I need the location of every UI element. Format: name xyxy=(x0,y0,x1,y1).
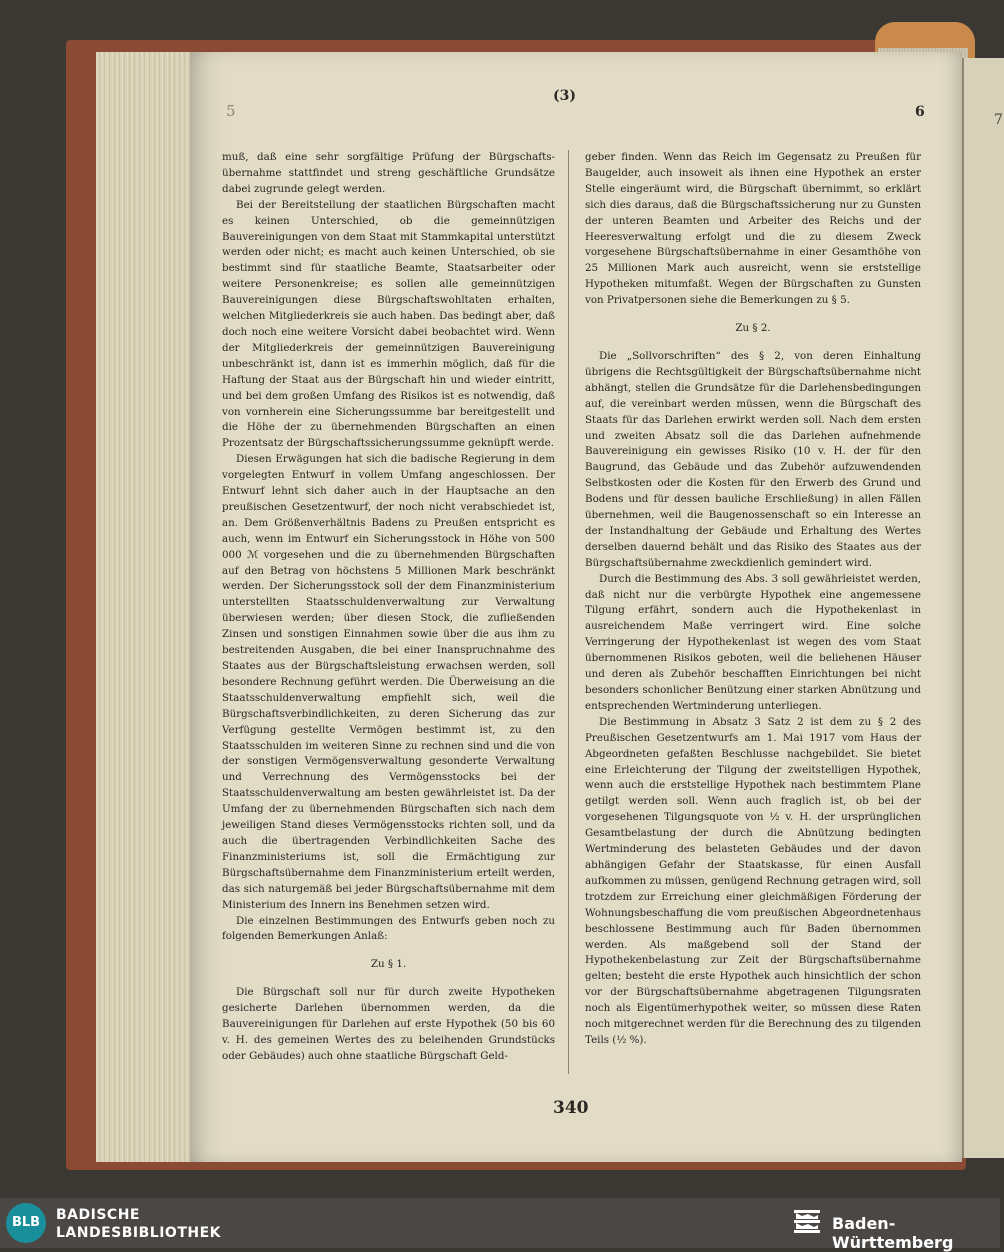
paragraph: Die Bürgschaft soll nur für durch zweite Hypotheken gesicherte Darlehen übernommen werden, da die Bauvereinigungen für Darlehen auf erste Hypothek (50 bis 60 v. H. des gemeinen Wertes des zu beleihenden Grundstücks oder Gebäudes) auch ohne staatliche Bürgschaft Geld- xyxy=(222,986,555,1062)
paragraph: muß, daß eine sehr sorgfältige Prüfung der Bürgschafts-übernahme stattfindet und streng geschäftliche Grundsätze dabei zugrunde gelegt werden. xyxy=(222,151,555,195)
paragraph: Bei der Bereitstellung der staatlichen Bürgschaften macht es keinen Unterschied, ob die gemeinnützigen Bauvereinigungen von dem Staat mit Stammkapital unterstützt werden oder nicht; es macht auch keinen Unterschied, ob sie bestimmt sind für staatliche Beamte, Staatsarbeiter oder weitere Personenkreise; es sollen alle gemeinnützigen Bauvereinigungen diese Bürgschaftswohltaten erhalten, welchen Mitgliederkreis sie auch haben. Das bedingt aber, daß doch noch eine weitere Vorsicht dabei beobachtet wird. Wenn der Mitgliederkreis der gemeinnützigen Bauvereinigung unbeschränkt ist, dann ist es immerhin möglich, daß für die Haftung der Staat aus der Bürgschaft hin und wieder eintritt, und bei dem großen Umfang des Risikos ist es notwendig, daß von vornherein eine Sicherungssumme bar bereitgestellt und die Höhe der zu übernehmenden Bürgschaften an einen Prozentsatz der Bürgschaftssicherungssumme geknüpft werde. xyxy=(222,198,555,450)
left-margin-number: 5 xyxy=(226,102,236,120)
page-number: 340 xyxy=(553,1098,589,1118)
sheet-number: (3) xyxy=(553,88,576,104)
library-name-line1: BADISCHE xyxy=(56,1207,140,1223)
next-page-number: 7 xyxy=(994,112,1003,128)
baden-wuerttemberg-lions-icon xyxy=(792,1206,822,1238)
right-text-column xyxy=(585,150,921,1049)
blb-logo-icon[interactable]: BLB xyxy=(6,1203,46,1243)
paragraph: Die Bestimmung in Absatz 3 Satz 2 ist dem zu § 2 des Preußischen Gesetzentwurfs am 1. Mai 1917 vom Haus der Abgeordneten gefaßten Beschlusse nachgebildet. Sie bietet eine Erleichterung der Tilgung der zweitstelligen Hypothek, wenn auch die erststellige Hypothek nach bestimmtem Plane getilgt werden soll. Wenn auch fraglich ist, ob bei der vorgesehenen Tilgungsquote von ½ v. H. der ursprünglichen Gesamtbelastung der durch die Abnützung bedingten Wertminderung des belasteten Gebäudes und der davon abhängigen Gefahr der Staatskasse, für einen Ausfall aufkommen zu müssen, genügend Rechnung getragen wird, soll trotzdem zur Erreichung einer gleichmäßigen Förderung der Wohnungsbeschaffung die vom preußischen Abgeordnetenhaus beschlossene Bestimmung auch für Baden übernommen werden. Als maßgebend soll der Stand der Hypothekenbelastung zur Zeit der Bürgschaftsübernahme gelten; besteht die erste Hypothek auch hinsichtlich der schon vor der Bürgschaftsübernahme abgetragenen Tilgungsraten noch als Eigentümerhypothek weiter, so müssen diese Raten noch mitgerechnet werden für die Berechnung des zu tilgenden Teils (½ %). xyxy=(585,715,921,1046)
library-name[interactable] xyxy=(56,1206,221,1242)
paragraph: Diesen Erwägungen hat sich die badische Regierung in dem vorgelegten Entwurf in vollem Umfang angeschlossen. Der Entwurf lehnt sich daher auch in der Hauptsache an den preußischen Gesetzentwurf, der noch nicht verabschiedet ist, an. Dem Größenverhältnis Badens zu Preußen entspricht es auch, wenn im Entwurf ein Sicherungsstock in Höhe von 500 000 ℳ vorgesehen und die zu übernehmenden Bürgschaften auf den Betrag von höchstens 5 Millionen Mark beschränkt werden. Der Sicherungsstock soll der dem Finanzministerium unterstellten Staatsschuldenverwaltung zur Verwaltung überwiesen werden; über diesen Stock, die zufließenden Zinsen und sonstigen Einnahmen sowie über die aus ihm zu bestreitenden Ausgaben, die bei einer Inanspruchnahme des Staates aus der Bürgschaftsleistung erwachsen werden, soll besondere Rechnung geführt werden. Die Überweisung an die Staatsschuldenverwaltung empfiehlt sich, weil die Bürgschaftsverbindlichkeiten, zu deren Sicherung das zur Verfügung gestellte Vermögen bestimmt ist, zu den Staatsschulden im weiteren Sinne zu rechnen sind und die von der sonstigen Vermögensverwaltung gesonderte Verwaltung und Verrechnung des Vermögensstocks bei der Staatsschuldenverwaltung am besten gewährleistet ist. Da der Umfang der zu übernehmenden Bürgschaften sich nach dem jeweiligen Stand dieses Vermögensstocks richten soll, und da auch die übertragenden Verbindlichkeiten Sache des Finanzministeriums ist, soll die Ermächtigung zur Bürgschaftsübernahme dem Finanzministerium erteilt werden, das sich naturgemäß bei jeder Bürgschaftsübernahme mit dem Ministerium des Innern ins Benehmen setzen wird. xyxy=(222,453,555,911)
right-margin-number: 6 xyxy=(915,104,925,120)
paragraph: Durch die Bestimmung des Abs. 3 soll gewährleistet werden, daß nicht nur die verbürgte Hypothek eine angemessene Tilgung erfährt, sondern auch die Hypothekenlast in ausreichendem Maße verringert wird. Eine solche Verringerung der Hypothekenlast ist wegen des vom Staat übernommenen Risikos geboten, weil die beliehenen Häuser und deren als Zubehör beschafften Einrichtungen bei nicht besonders schonlicher Benützung einer starken Abnützung und entsprechenden Wertminderung unterliegen. xyxy=(585,572,921,712)
paragraph: Die einzelnen Bestimmungen des Entwurfs geben noch zu folgenden Bemerkungen Anlaß: xyxy=(222,914,555,943)
paragraph: Die „Sollvorschriften“ des § 2, von deren Einhaltung übrigens die Rechtsgültigkeit der Bürgschaftsübernahme nicht abhängt, stellen die Grundsätze für die Darlehensbedingungen auf, die vereinbart werden müssen, wenn die Bürgschaft des Staats für das Darlehen erwirkt werden soll. Nach dem ersten und zweiten Absatz soll die das Darlehen aufnehmende Bauvereinigung ein gewisses Risiko (10 v. H. der für den Baugrund, das Gebäude und das Zubehör aufzuwendenden Selbstkosten oder die Kosten für den Erwerb des Grund und Bodens und für dessen bauliche Erschließung) in allen Fällen übernehmen, weil die Baugenossenschaft so ein Interesse an der Instandhaltung der Gebäude und Erhaltung des Wertes derselben dauernd behält und das Risiko des Staates aus der Bürgschaftsübernahme zweckdienlich gemindert wird. xyxy=(585,349,921,569)
page-edges xyxy=(96,52,192,1162)
state-name[interactable]: Baden-Württemberg xyxy=(832,1214,954,1252)
library-name-line2: LANDESBIBLIOTHEK xyxy=(56,1225,222,1241)
next-page-edge xyxy=(962,58,1004,1158)
paragraph: geber finden. Wenn das Reich im Gegensatz zu Preußen für Baugelder, auch insoweit als ihnen eine Hypothek an erster Stelle eingeräumt wird, die Bürgschaft übernimmt, so erklärt sich dies daraus, daß die Bürgschaftssicherung nur zu Gunsten der unteren Beamten und Arbeiter des Reichs und der Heeresverwaltung erfolgt und die zu diesem Zweck vorgesehene Bürgschaftsübernahme in einer Gesamthöhe von 25 Millionen Mark auch ausreicht, wenn sie erststellige Hypotheken mitumfaßt. Wegen der Bürgschaften zu Gunsten von Privatpersonen siehe die Bemerkungen zu § 5. xyxy=(585,151,921,307)
column-divider xyxy=(568,150,569,1074)
section-heading: Zu § 1. xyxy=(370,958,407,971)
left-text-column xyxy=(222,150,555,1065)
section-heading: Zu § 2. xyxy=(735,322,771,335)
